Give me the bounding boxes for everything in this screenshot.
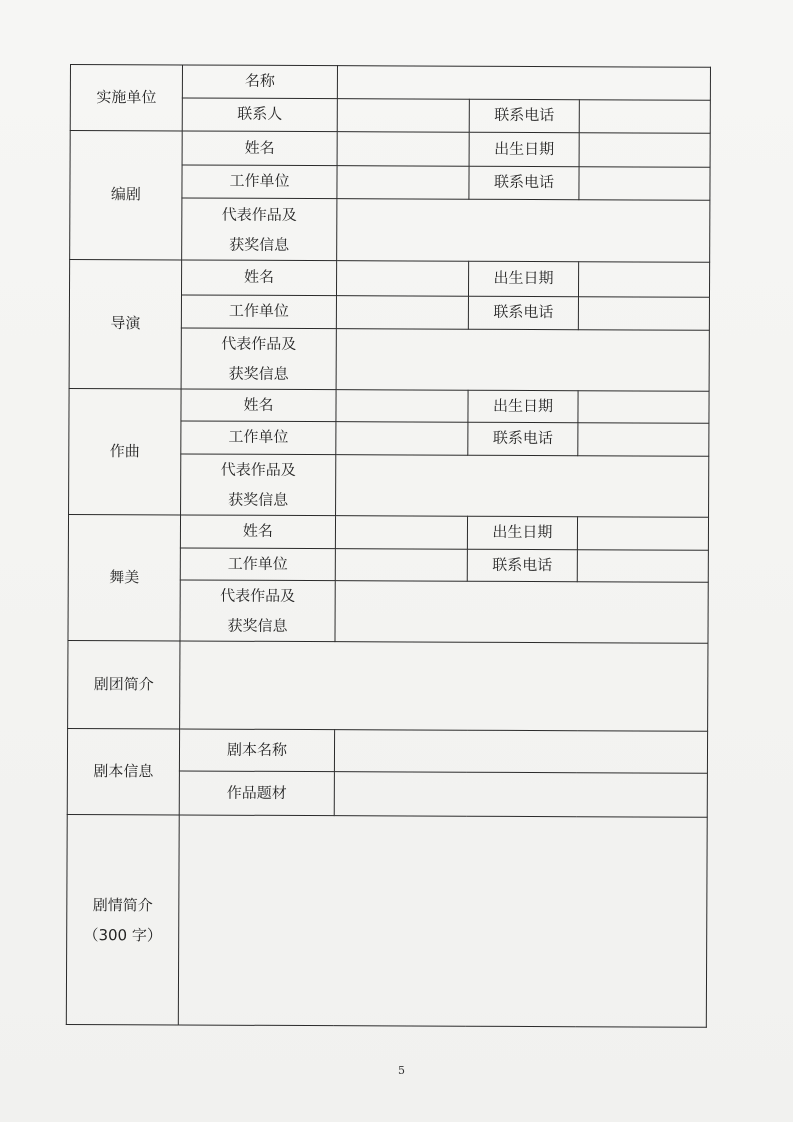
field-label-stage-phone: 联系电话 bbox=[467, 549, 577, 581]
application-form-table bbox=[66, 64, 711, 1028]
writer-rep-line2: 获奖信息 bbox=[229, 235, 290, 254]
composer-phone-value[interactable] bbox=[578, 423, 709, 457]
synopsis-label-line2: （300 字） bbox=[83, 925, 162, 944]
field-label-stage-birth: 出生日期 bbox=[467, 516, 577, 549]
field-label-composer-birth: 出生日期 bbox=[468, 390, 578, 422]
field-label-writer-name: 姓名 bbox=[182, 131, 337, 166]
field-label-composer-name: 姓名 bbox=[181, 389, 336, 422]
writer-name-value[interactable] bbox=[337, 132, 469, 167]
field-label-script-theme: 作品题材 bbox=[179, 771, 334, 816]
director-name-value[interactable] bbox=[336, 261, 468, 297]
director-rep-value[interactable] bbox=[336, 329, 709, 392]
composer-work-value[interactable] bbox=[336, 422, 468, 456]
field-label-stage-name: 姓名 bbox=[180, 515, 335, 549]
field-label-composer-phone: 联系电话 bbox=[468, 422, 578, 455]
field-label-writer-birth: 出生日期 bbox=[469, 132, 579, 166]
director-phone-value[interactable] bbox=[578, 297, 709, 331]
stage-phone-value[interactable] bbox=[577, 550, 708, 583]
field-label-director-birth: 出生日期 bbox=[468, 261, 578, 296]
field-label-stage-rep bbox=[180, 580, 335, 642]
troupe-intro-value[interactable] bbox=[180, 641, 708, 731]
writer-row-name bbox=[70, 131, 710, 168]
stage-work-value[interactable] bbox=[335, 549, 467, 582]
field-label-director-name: 姓名 bbox=[181, 260, 336, 296]
field-label-director-phone: 联系电话 bbox=[468, 296, 578, 329]
director-rep-line2: 获奖信息 bbox=[228, 364, 289, 383]
writer-phone-value[interactable] bbox=[579, 167, 710, 201]
writer-rep-line1: 代表作品及 bbox=[221, 205, 297, 224]
section-label-unit: 实施单位 bbox=[70, 65, 182, 131]
composer-rep-value[interactable] bbox=[336, 455, 709, 518]
director-birth-value[interactable] bbox=[578, 262, 709, 298]
field-label-director-rep bbox=[181, 328, 336, 390]
unit-name-value[interactable] bbox=[337, 66, 710, 101]
section-label-stage: 舞美 bbox=[68, 514, 181, 640]
field-label-stage-work: 工作单位 bbox=[180, 548, 335, 581]
section-label-troupe: 剧团简介 bbox=[68, 640, 180, 728]
writer-birth-value[interactable] bbox=[579, 133, 710, 168]
page-number: 5 bbox=[398, 1064, 405, 1077]
field-label-composer-work: 工作单位 bbox=[181, 421, 336, 455]
field-label-writer-phone: 联系电话 bbox=[469, 166, 579, 199]
director-row-name bbox=[69, 260, 709, 298]
unit-phone-value[interactable] bbox=[579, 100, 710, 134]
stage-rep-line2: 获奖信息 bbox=[227, 616, 288, 635]
section-label-script: 剧本信息 bbox=[67, 728, 179, 814]
field-label-unit-phone: 联系电话 bbox=[469, 99, 579, 132]
script-row-title bbox=[67, 728, 707, 773]
section-label-writer: 编剧 bbox=[70, 131, 183, 260]
composer-row-name bbox=[69, 388, 709, 423]
field-label-unit-contact: 联系人 bbox=[182, 98, 337, 132]
synopsis-label-line1: 剧情简介 bbox=[92, 895, 153, 914]
unit-row-name bbox=[70, 65, 710, 101]
writer-work-value[interactable] bbox=[337, 166, 469, 200]
script-theme-value[interactable] bbox=[334, 772, 707, 818]
director-rep-line1: 代表作品及 bbox=[221, 334, 297, 353]
stage-rep-value[interactable] bbox=[335, 581, 708, 644]
composer-rep-line2: 获奖信息 bbox=[228, 490, 289, 509]
writer-rep-value[interactable] bbox=[337, 199, 710, 263]
field-label-script-title: 剧本名称 bbox=[179, 729, 334, 772]
section-label-synopsis bbox=[66, 814, 179, 1024]
section-label-director: 导演 bbox=[69, 260, 182, 389]
script-title-value[interactable] bbox=[334, 730, 707, 774]
troupe-row bbox=[68, 640, 708, 731]
field-label-writer-rep bbox=[182, 198, 337, 261]
stage-birth-value[interactable] bbox=[577, 517, 708, 551]
section-label-composer: 作曲 bbox=[69, 388, 182, 514]
director-work-value[interactable] bbox=[336, 296, 468, 330]
composer-name-value[interactable] bbox=[336, 390, 468, 423]
synopsis-value[interactable] bbox=[178, 815, 707, 1027]
field-label-composer-rep bbox=[181, 454, 336, 516]
stage-rep-line1: 代表作品及 bbox=[220, 586, 296, 605]
composer-birth-value[interactable] bbox=[578, 391, 709, 424]
stage-row-name bbox=[68, 514, 708, 550]
unit-contact-value[interactable] bbox=[337, 99, 469, 133]
composer-rep-line1: 代表作品及 bbox=[220, 460, 296, 479]
field-label-unit-name: 名称 bbox=[182, 65, 337, 99]
field-label-writer-work: 工作单位 bbox=[182, 165, 337, 199]
synopsis-row bbox=[66, 814, 707, 1027]
stage-name-value[interactable] bbox=[335, 516, 467, 550]
field-label-director-work: 工作单位 bbox=[181, 295, 336, 329]
